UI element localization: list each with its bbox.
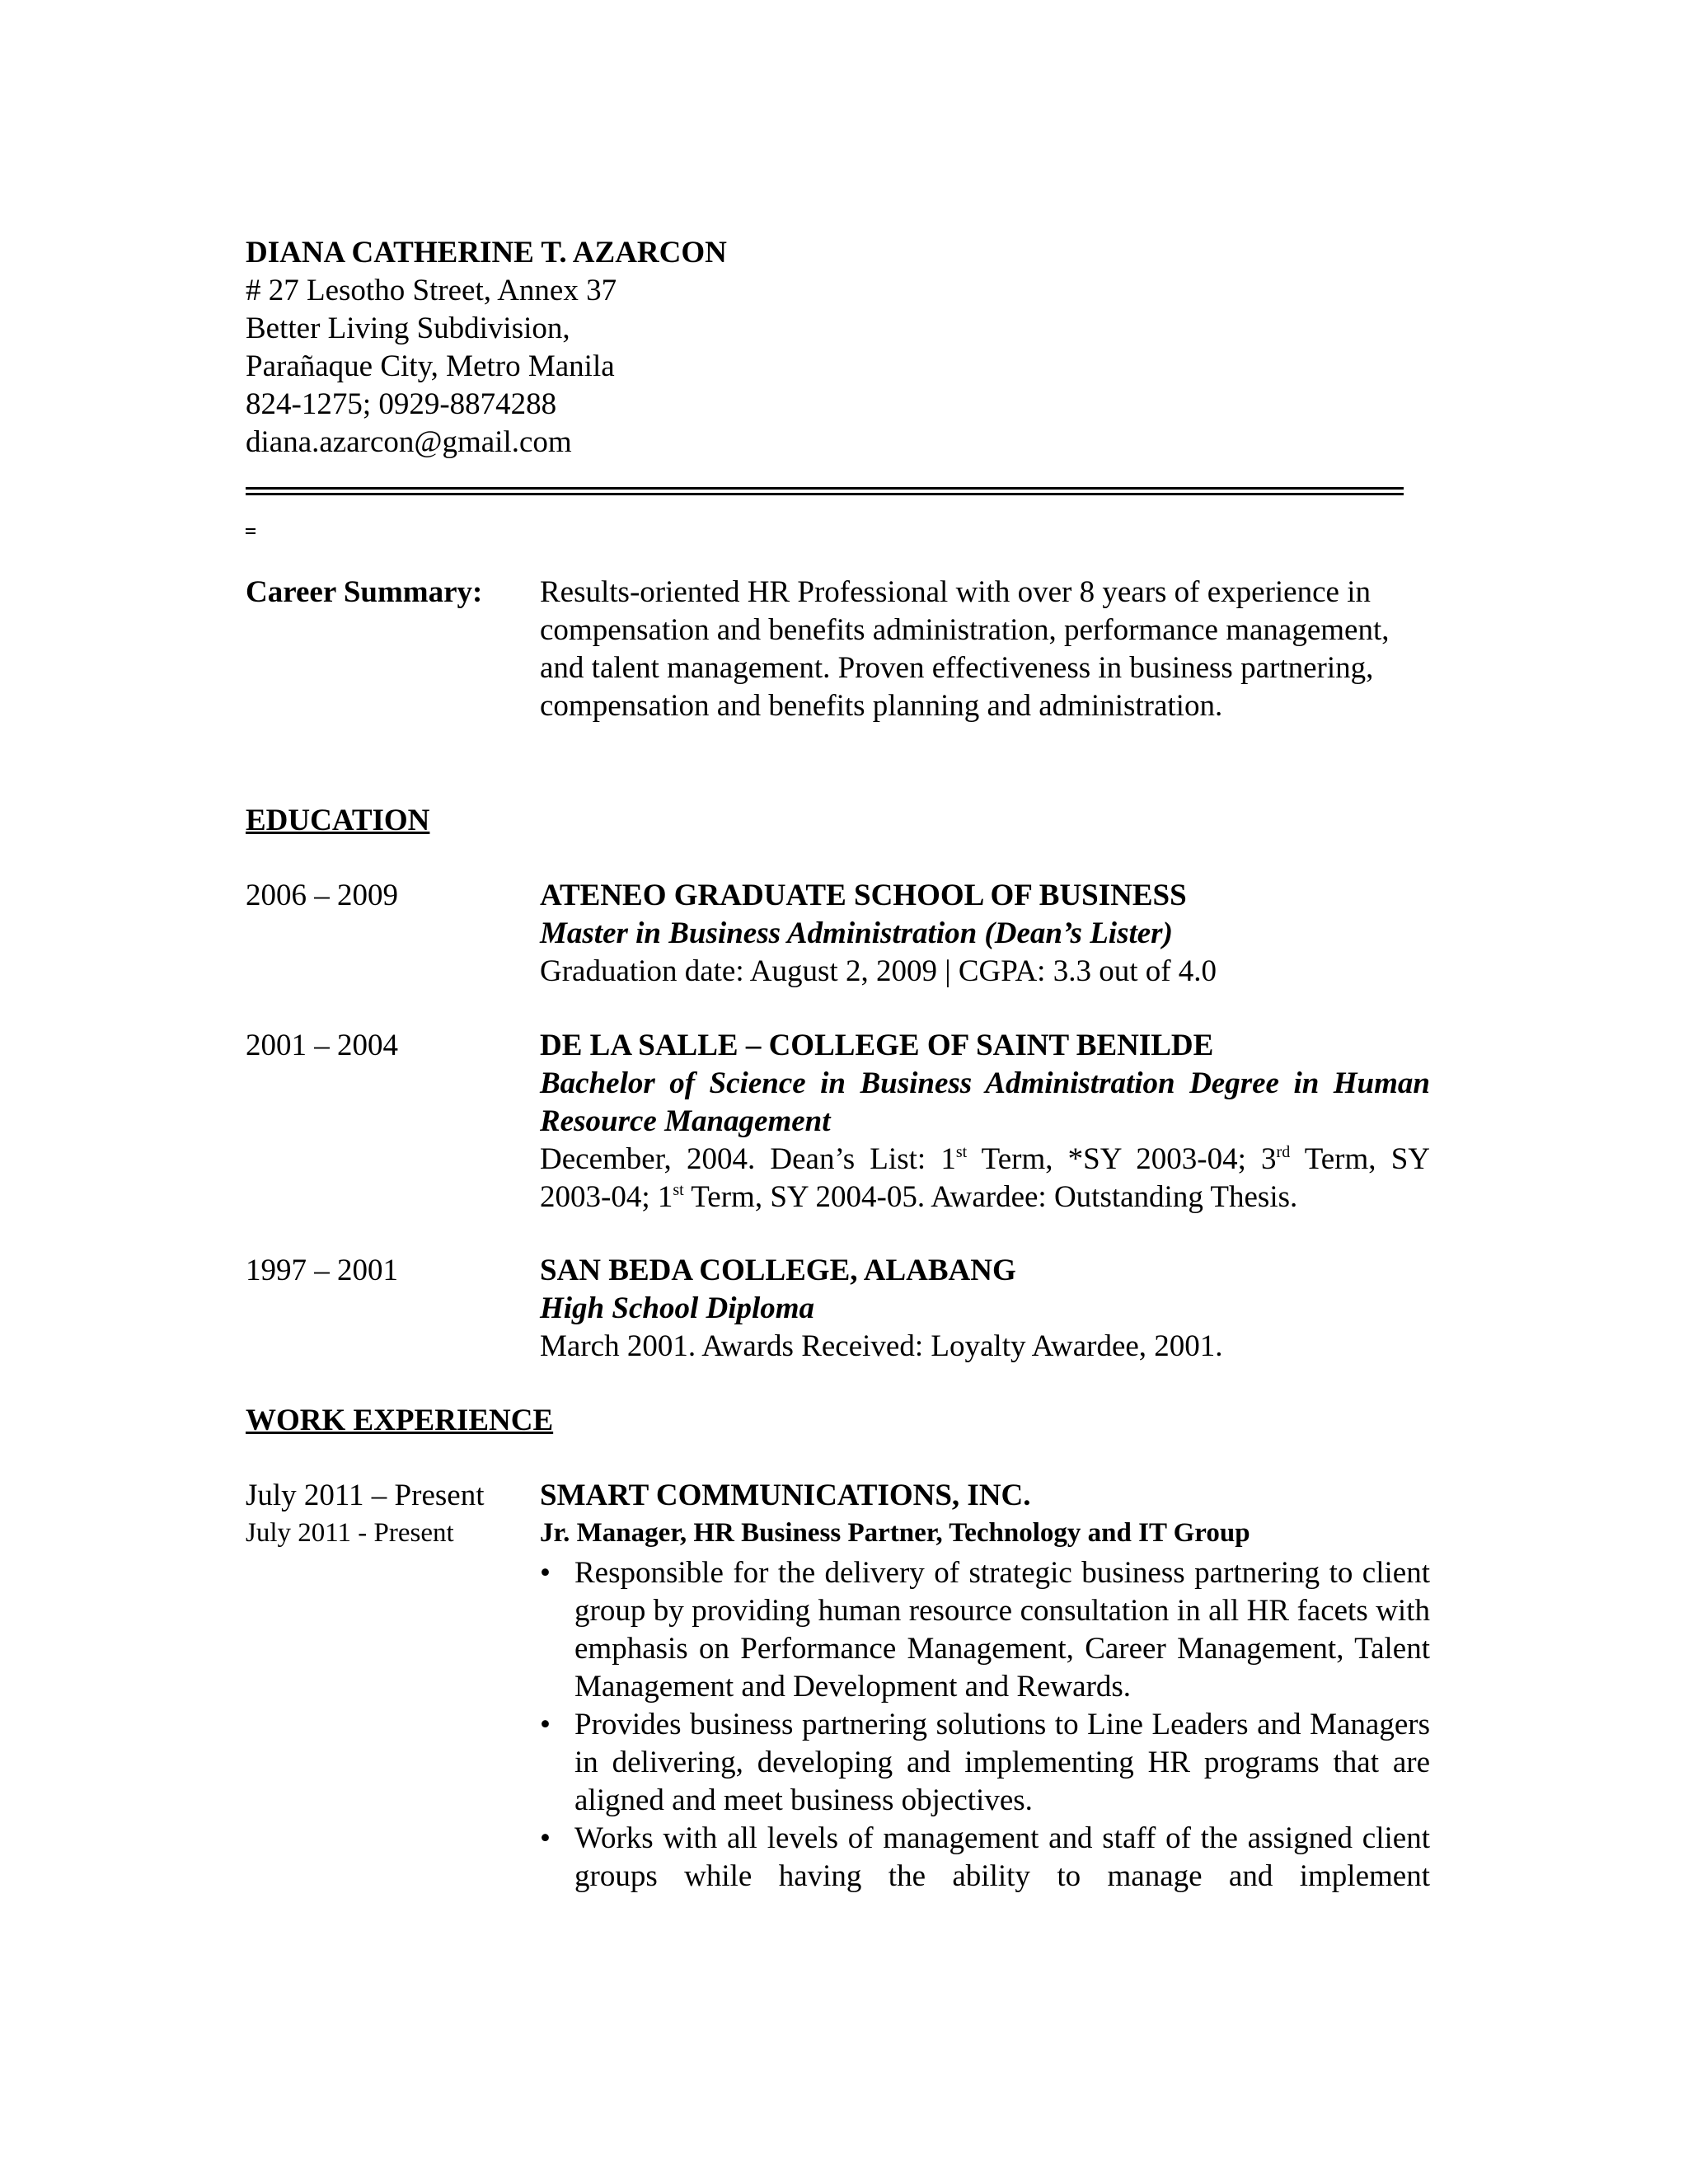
education-years: 2006 – 2009 xyxy=(246,879,398,912)
email-address: diana.azarcon@gmail.com xyxy=(246,425,572,459)
details-text: Term, SY 2004-05. Awardee: Outstanding Thesis. xyxy=(683,1180,1298,1214)
job-years: July 2011 – Present xyxy=(246,1479,485,1512)
address-line-2: Better Living Subdivision, xyxy=(246,312,570,345)
degree-title: Master in Business Administration (Dean’s Lister) xyxy=(540,916,1173,950)
position-years: July 2011 - Present xyxy=(246,1518,454,1548)
header-divider xyxy=(246,487,1404,495)
degree-title: Bachelor of Science in Business Administration Degree in Human Resource Management xyxy=(540,1066,1430,1138)
responsibility-item: • Provides business partnering solutions to Line Leaders and Managers in delivering, developing and implementing HR programs that are aligned and meet business objectives. xyxy=(540,1706,1430,1820)
candidate-name: DIANA CATHERINE T. AZARCON xyxy=(246,236,727,269)
details-text: Term, *SY 2003-04; 3 xyxy=(967,1142,1277,1176)
education-details: March 2001. Awards Received: Loyalty Awardee, 2001. xyxy=(540,1329,1223,1363)
education-years: 1997 – 2001 xyxy=(246,1254,398,1287)
phone-numbers: 824-1275; 0929-8874288 xyxy=(246,387,557,421)
school-name: ATENEO GRADUATE SCHOOL OF BUSINESS xyxy=(540,879,1187,912)
school-name: SAN BEDA COLLEGE, ALABANG xyxy=(540,1254,1016,1287)
education-details xyxy=(540,1141,1430,1216)
details-text: December, 2004. Dean’s List: 1 xyxy=(540,1142,956,1176)
career-summary-label: Career Summary: xyxy=(246,575,483,609)
ordinal-suffix: st xyxy=(955,1143,968,1161)
divider-stub xyxy=(246,528,256,534)
address-line-1: # 27 Lesotho Street, Annex 37 xyxy=(246,274,617,307)
education-details: Graduation date: August 2, 2009 | CGPA: 3.3 out of 4.0 xyxy=(540,954,1217,988)
responsibility-list xyxy=(540,1554,1430,1896)
company-name: SMART COMMUNICATIONS, INC. xyxy=(540,1479,1031,1512)
degree-title: High School Diploma xyxy=(540,1291,815,1325)
responsibility-item: • Works with all levels of management and staff of the assigned client groups while having the ability to manage and implement xyxy=(540,1820,1430,1896)
education-heading: EDUCATION xyxy=(246,804,430,837)
work-experience-heading: WORK EXPERIENCE xyxy=(246,1404,554,1437)
contact-header xyxy=(246,234,1416,462)
position-title: Jr. Manager, HR Business Partner, Technology and IT Group xyxy=(540,1518,1250,1548)
address-line-3: Parañaque City, Metro Manila xyxy=(246,349,615,383)
career-summary-text: Results-oriented HR Professional with over 8 years of experience in compensation and benefits administration, performance management, and talent management. Proven effectiveness in business partnering, compensation and benefits planning and administration. xyxy=(540,575,1390,723)
responsibility-item: • Responsible for the delivery of strategic business partnering to client group by providing human resource consultation in all HR facets with emphasis on Performance Management, Career Management, Talent Management and Development and Rewards. xyxy=(540,1554,1430,1706)
ordinal-suffix: st xyxy=(673,1181,684,1199)
details-text: Term, SY 2003-04; 1 xyxy=(540,1142,1430,1214)
education-years: 2001 – 2004 xyxy=(246,1029,398,1062)
ordinal-suffix: rd xyxy=(1276,1143,1291,1161)
school-name: DE LA SALLE – COLLEGE OF SAINT BENILDE xyxy=(540,1029,1214,1062)
